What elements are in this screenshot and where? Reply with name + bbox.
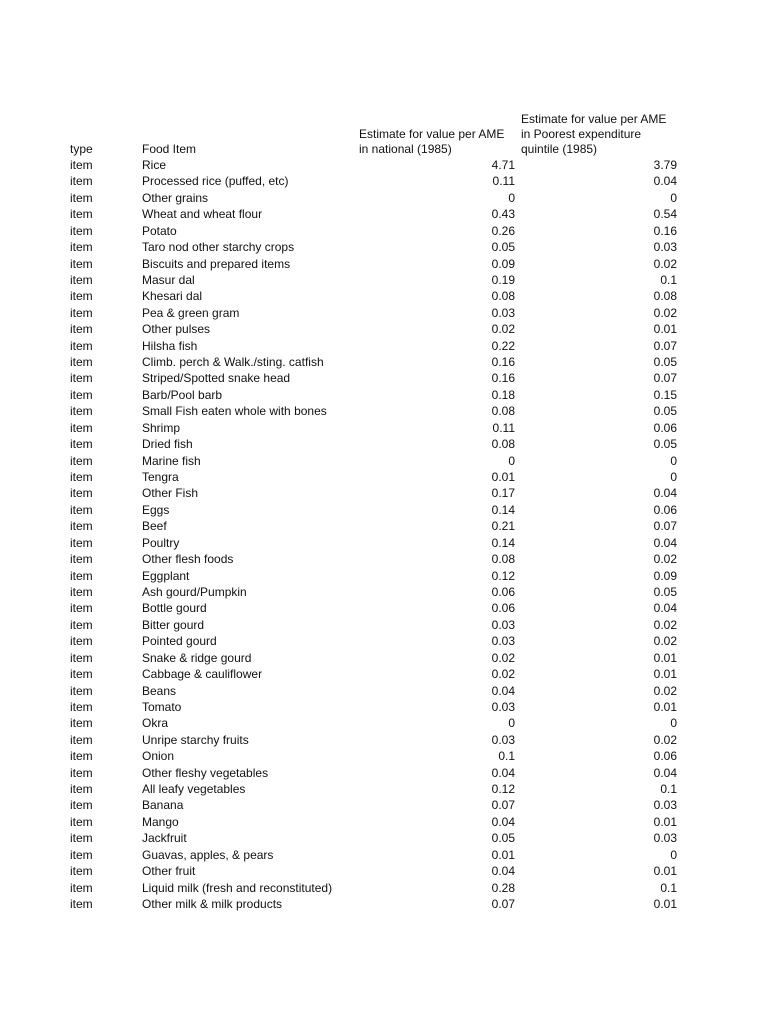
cell-type: item — [70, 765, 93, 780]
cell-national-value: 0.12 — [491, 782, 515, 797]
table-row — [0, 847, 768, 863]
cell-type: item — [70, 617, 93, 632]
cell-poorest-value: 0.02 — [653, 617, 677, 632]
cell-food-item: Okra — [142, 716, 169, 731]
table-row — [0, 600, 768, 616]
cell-food-item: Unripe starchy fruits — [142, 732, 249, 747]
table-row — [0, 896, 768, 912]
cell-food-item: Biscuits and prepared items — [142, 256, 291, 271]
cell-type: item — [70, 190, 93, 205]
cell-type: item — [70, 371, 93, 386]
cell-national-value: 4.71 — [491, 158, 515, 172]
cell-type: item — [70, 847, 93, 862]
cell-food-item: Tomato — [142, 699, 182, 714]
cell-national-value: 0.03 — [491, 305, 515, 320]
cell-type: item — [70, 453, 93, 468]
cell-poorest-value: 0.01 — [653, 322, 677, 337]
cell-poorest-value: 0.06 — [653, 749, 677, 764]
cell-national-value: 0.02 — [491, 667, 515, 682]
cell-poorest-value: 0 — [670, 453, 677, 468]
cell-national-value: 0.08 — [491, 437, 515, 452]
cell-type: item — [70, 667, 93, 682]
cell-type: item — [70, 552, 93, 567]
cell-national-value: 0.11 — [492, 420, 515, 435]
table-row — [0, 305, 768, 321]
cell-food-item: Bottle gourd — [142, 601, 207, 616]
cell-type: item — [70, 256, 93, 271]
cell-food-item: Pea & green gram — [142, 305, 240, 320]
cell-poorest-value: 0.05 — [653, 404, 677, 419]
cell-food-item: Onion — [142, 749, 175, 764]
cell-food-item: Pointed gourd — [142, 634, 217, 649]
cell-poorest-value: 0.05 — [653, 355, 677, 370]
table-row — [0, 699, 768, 715]
cell-food-item: Other pulses — [142, 322, 211, 337]
cell-poorest-value: 0.03 — [653, 831, 677, 846]
header-type: type — [70, 142, 93, 156]
cell-food-item: Masur dal — [142, 272, 195, 287]
cell-type: item — [70, 683, 93, 698]
cell-food-item: Other fruit — [142, 864, 196, 879]
table-row — [0, 223, 768, 239]
table-row — [0, 502, 768, 518]
cell-food-item: Khesari dal — [142, 289, 203, 304]
cell-national-value: 0.05 — [491, 831, 515, 846]
cell-poorest-value: 0.01 — [653, 650, 677, 665]
cell-type: item — [70, 650, 93, 665]
cell-national-value: 0.16 — [491, 355, 515, 370]
table-row — [0, 453, 768, 469]
cell-type: item — [70, 814, 93, 829]
table-row — [0, 387, 768, 403]
cell-type: item — [70, 338, 93, 353]
cell-national-value: 0.26 — [491, 223, 515, 238]
cell-food-item: Wheat and wheat flour — [142, 207, 263, 222]
table-row — [0, 568, 768, 584]
table-row — [0, 420, 768, 436]
cell-national-value: 0.04 — [491, 814, 515, 829]
cell-poorest-value: 0.04 — [653, 486, 677, 501]
header-poorest-estimate: Estimate for value per AME in Poorest expenditure quintile (1985) — [521, 112, 667, 156]
table-row — [0, 814, 768, 830]
table-row — [0, 617, 768, 633]
cell-food-item: Snake & ridge gourd — [142, 650, 252, 665]
cell-national-value: 0.07 — [491, 798, 515, 813]
cell-food-item: Other flesh foods — [142, 552, 234, 567]
cell-type: item — [70, 305, 93, 320]
cell-food-item: Ash gourd/Pumpkin — [142, 584, 247, 599]
cell-poorest-value: 0.02 — [653, 552, 677, 567]
cell-type: item — [70, 486, 93, 501]
table-row — [0, 715, 768, 731]
cell-food-item: Banana — [142, 798, 184, 813]
table-row — [0, 863, 768, 879]
cell-national-value: 0.08 — [491, 404, 515, 419]
cell-food-item: Tengra — [142, 470, 179, 485]
cell-national-value: 0.05 — [491, 240, 515, 255]
cell-poorest-value: 0.1 — [660, 782, 677, 797]
cell-poorest-value: 0.04 — [653, 535, 677, 550]
table-row — [0, 403, 768, 419]
cell-poorest-value: 0.02 — [653, 256, 677, 271]
table-row — [0, 683, 768, 699]
cell-food-item: Other grains — [142, 190, 209, 205]
cell-food-item: Rice — [142, 158, 167, 172]
cell-national-value: 0.01 — [491, 847, 515, 862]
cell-type: item — [70, 272, 93, 287]
cell-type: item — [70, 634, 93, 649]
cell-food-item: Barb/Pool barb — [142, 387, 223, 402]
cell-food-item: Hilsha fish — [142, 338, 198, 353]
cell-poorest-value: 0.02 — [653, 634, 677, 649]
cell-national-value: 0.02 — [491, 322, 515, 337]
cell-national-value: 0.28 — [491, 880, 515, 895]
cell-poorest-value: 0.09 — [653, 568, 677, 583]
cell-poorest-value: 0.06 — [653, 420, 677, 435]
table-row — [0, 650, 768, 666]
table-row — [0, 338, 768, 354]
cell-poorest-value: 3.79 — [653, 158, 677, 172]
cell-food-item: Bitter gourd — [142, 617, 205, 632]
cell-type: item — [70, 782, 93, 797]
cell-poorest-value: 0.07 — [653, 519, 677, 534]
cell-national-value: 0 — [508, 190, 515, 205]
cell-poorest-value: 0 — [670, 470, 677, 485]
cell-poorest-value: 0.1 — [660, 272, 677, 287]
cell-type: item — [70, 502, 93, 517]
cell-national-value: 0.03 — [491, 732, 515, 747]
cell-food-item: Mango — [142, 814, 179, 829]
cell-poorest-value: 0.04 — [653, 174, 677, 189]
cell-food-item: Climb. perch & Walk./sting. catfish — [142, 355, 324, 370]
cell-poorest-value: 0.06 — [653, 502, 677, 517]
cell-type: item — [70, 158, 93, 172]
cell-food-item: Guavas, apples, & pears — [142, 847, 274, 862]
cell-poorest-value: 0.01 — [653, 896, 677, 911]
cell-food-item: All leafy vegetables — [142, 782, 246, 797]
cell-poorest-value: 0.02 — [653, 305, 677, 320]
cell-national-value: 0.12 — [491, 568, 515, 583]
cell-national-value: 0.02 — [491, 650, 515, 665]
cell-national-value: 0.04 — [491, 765, 515, 780]
table-row — [0, 748, 768, 764]
cell-poorest-value: 0 — [670, 716, 677, 731]
table-row — [0, 765, 768, 781]
cell-type: item — [70, 699, 93, 714]
cell-national-value: 0.06 — [491, 584, 515, 599]
cell-type: item — [70, 289, 93, 304]
cell-poorest-value: 0.01 — [653, 814, 677, 829]
cell-food-item: Cabbage & cauliflower — [142, 667, 263, 682]
cell-poorest-value: 0.02 — [653, 683, 677, 698]
cell-type: item — [70, 831, 93, 846]
cell-national-value: 0 — [508, 716, 515, 731]
cell-food-item: Beef — [142, 519, 167, 534]
cell-type: item — [70, 437, 93, 452]
cell-poorest-value: 0.01 — [653, 699, 677, 714]
cell-poorest-value: 0.05 — [653, 584, 677, 599]
cell-food-item: Small Fish eaten whole with bones — [142, 404, 327, 419]
table-row — [0, 880, 768, 896]
cell-national-value: 0.21 — [491, 519, 515, 534]
cell-national-value: 0.43 — [491, 207, 515, 222]
cell-poorest-value: 0.01 — [653, 864, 677, 879]
cell-national-value: 0.01 — [491, 470, 515, 485]
cell-type: item — [70, 584, 93, 599]
cell-type: item — [70, 601, 93, 616]
cell-type: item — [70, 798, 93, 813]
cell-food-item: Eggs — [142, 502, 170, 517]
table-row — [0, 666, 768, 682]
cell-food-item: Dried fish — [142, 437, 193, 452]
cell-national-value: 0.03 — [491, 699, 515, 714]
table-row — [0, 206, 768, 222]
cell-poorest-value: 0.03 — [653, 798, 677, 813]
cell-national-value: 0.04 — [491, 864, 515, 879]
cell-food-item: Other milk & milk products — [142, 896, 283, 911]
cell-type: item — [70, 420, 93, 435]
cell-type: item — [70, 355, 93, 370]
table-row — [0, 469, 768, 485]
cell-national-value: 0.22 — [491, 338, 515, 353]
header-food-item: Food Item — [142, 142, 197, 156]
cell-poorest-value: 0.54 — [653, 207, 677, 222]
cell-food-item: Shrimp — [142, 420, 181, 435]
cell-national-value: 0.11 — [492, 174, 515, 189]
table-row — [0, 551, 768, 567]
cell-poorest-value: 0.04 — [653, 601, 677, 616]
cell-food-item: Liquid milk (fresh and reconstituted) — [142, 880, 333, 895]
cell-type: item — [70, 223, 93, 238]
cell-food-item: Other Fish — [142, 486, 199, 501]
cell-poorest-value: 0.07 — [653, 338, 677, 353]
cell-type: item — [70, 207, 93, 222]
cell-food-item: Poultry — [142, 535, 180, 550]
cell-type: item — [70, 519, 93, 534]
cell-national-value: 0.09 — [491, 256, 515, 271]
cell-national-value: 0.04 — [491, 683, 515, 698]
table-row — [0, 272, 768, 288]
table-row — [0, 781, 768, 797]
cell-poorest-value: 0.16 — [653, 223, 677, 238]
cell-poorest-value: 0.07 — [653, 371, 677, 386]
table-row — [0, 830, 768, 846]
table-row — [0, 190, 768, 206]
table-row — [0, 173, 768, 189]
table-header — [0, 110, 768, 158]
cell-food-item: Potato — [142, 223, 177, 238]
cell-national-value: 0.16 — [491, 371, 515, 386]
table-row — [0, 157, 768, 173]
table-row — [0, 354, 768, 370]
cell-food-item: Eggplant — [142, 568, 190, 583]
cell-poorest-value: 0.1 — [660, 880, 677, 895]
cell-poorest-value: 0.15 — [653, 387, 677, 402]
table-row — [0, 518, 768, 534]
cell-poorest-value: 0.01 — [653, 667, 677, 682]
cell-type: item — [70, 322, 93, 337]
cell-poorest-value: 0.05 — [653, 437, 677, 452]
cell-food-item: Taro nod other starchy crops — [142, 240, 295, 255]
cell-type: item — [70, 880, 93, 895]
cell-type: item — [70, 240, 93, 255]
cell-type: item — [70, 568, 93, 583]
table-row — [0, 256, 768, 272]
cell-national-value: 0.17 — [491, 486, 515, 501]
table-row — [0, 370, 768, 386]
cell-type: item — [70, 864, 93, 879]
cell-food-item: Beans — [142, 683, 177, 698]
cell-type: item — [70, 174, 93, 189]
cell-food-item: Striped/Spotted snake head — [142, 371, 291, 386]
cell-type: item — [70, 749, 93, 764]
cell-food-item: Other fleshy vegetables — [142, 765, 269, 780]
table-row — [0, 797, 768, 813]
cell-national-value: 0.19 — [491, 272, 515, 287]
cell-food-item: Processed rice (puffed, etc) — [142, 174, 289, 189]
cell-national-value: 0.07 — [491, 896, 515, 911]
table-row — [0, 288, 768, 304]
cell-poorest-value: 0.02 — [653, 732, 677, 747]
cell-food-item: Marine fish — [142, 453, 201, 468]
table-row — [0, 485, 768, 501]
cell-national-value: 0.03 — [491, 634, 515, 649]
cell-national-value: 0.06 — [491, 601, 515, 616]
table-row — [0, 584, 768, 600]
cell-type: item — [70, 716, 93, 731]
cell-type: item — [70, 470, 93, 485]
cell-national-value: 0.18 — [491, 387, 515, 402]
cell-national-value: 0.14 — [491, 535, 515, 550]
cell-type: item — [70, 404, 93, 419]
table-row — [0, 732, 768, 748]
cell-poorest-value: 0 — [670, 847, 677, 862]
table-row — [0, 239, 768, 255]
cell-national-value: 0.08 — [491, 552, 515, 567]
table-row — [0, 535, 768, 551]
cell-poorest-value: 0.03 — [653, 240, 677, 255]
table-body — [0, 157, 768, 912]
cell-type: item — [70, 732, 93, 747]
cell-national-value: 0.08 — [491, 289, 515, 304]
cell-type: item — [70, 896, 93, 911]
cell-type: item — [70, 387, 93, 402]
cell-poorest-value: 0.04 — [653, 765, 677, 780]
table-row — [0, 633, 768, 649]
cell-poorest-value: 0 — [670, 190, 677, 205]
cell-national-value: 0.14 — [491, 502, 515, 517]
cell-poorest-value: 0.08 — [653, 289, 677, 304]
cell-national-value: 0 — [508, 453, 515, 468]
table-row — [0, 321, 768, 337]
header-national-estimate: Estimate for value per AME in national (1985) — [359, 127, 505, 156]
table-row — [0, 436, 768, 452]
cell-national-value: 0.1 — [498, 749, 515, 764]
cell-type: item — [70, 535, 93, 550]
cell-national-value: 0.03 — [491, 617, 515, 632]
cell-food-item: Jackfruit — [142, 831, 187, 846]
